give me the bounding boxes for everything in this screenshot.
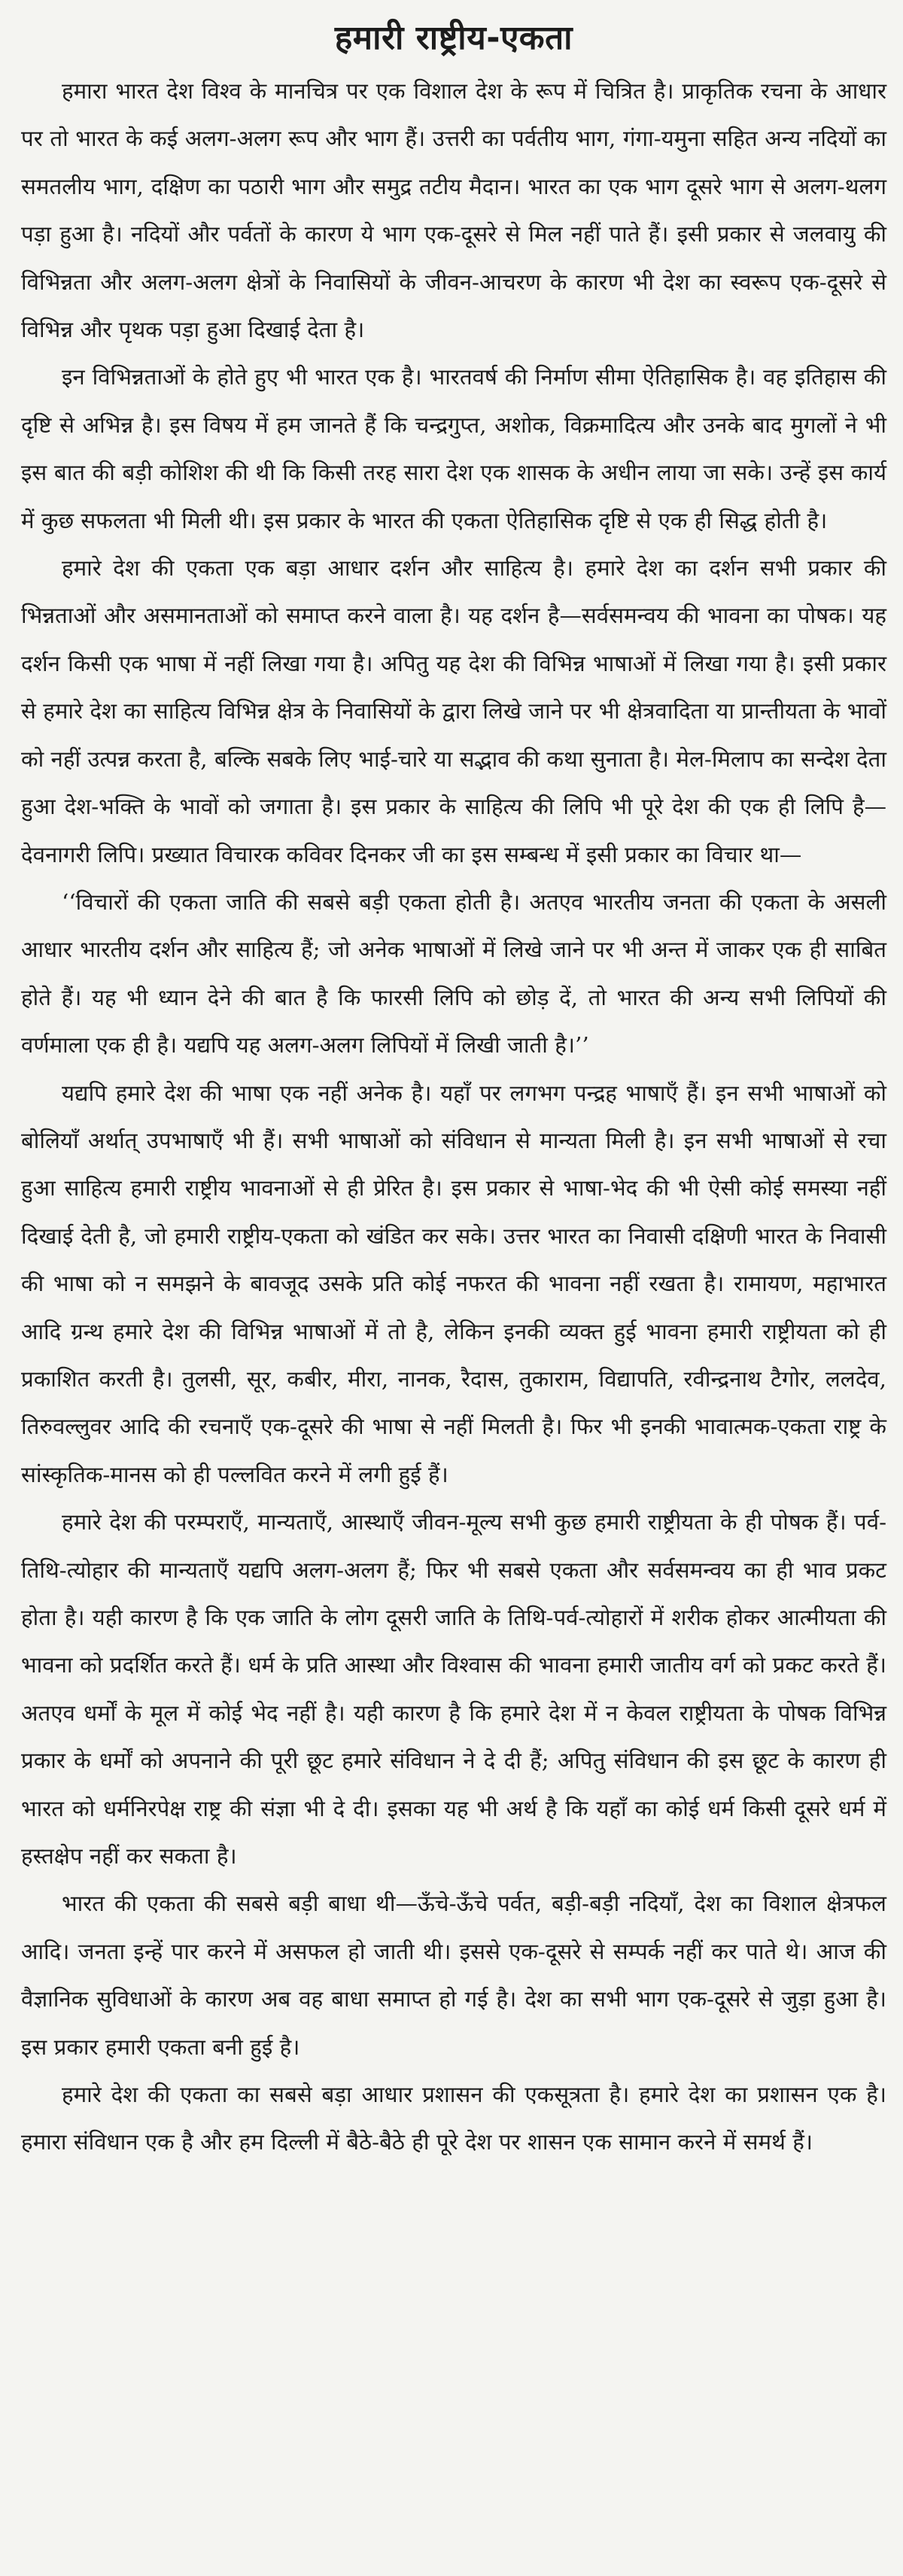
paragraph-dinkar-quote: ‘‘विचारों की एकता जाति की सबसे बड़ी एकता होती है। अतएव भारतीय जनता की एकता के असली आधार भारतीय दर्शन और साहित्य हैं; जो अनेक भाषाओं में लिखे जाने पर भी अन्त में जाकर एक ही साबित होते हैं। यह भी ध्यान देने की बात है कि फारसी लिपि को छोड़ दें, तो भारत की अन्य सभी लिपियों की वर्णमाला एक ही है। यद्यपि यह अलग-अलग लिपियों में लिखी जाती है।’’ [21,889,886,1059]
paragraph-administration: हमारे देश की एकता का सबसे बड़ा आधार प्रशासन की एकसूत्रता है। हमारे देश का प्रशासन एक है। हमारा संविधान एक है और हम दिल्ली में बैठे-बैठे ही पूरे देश पर शासन एक सामान करने में समर्थ हैं। [21,2082,886,2155]
paragraph-obstacles: भारत की एकता की सबसे बड़ी बाधा थी—ऊँचे-ऊँचे पर्वत, बड़ी-बड़ी नदियाँ, देश का विशाल क्षेत्रफल आदि। जनता इन्हें पार करने में असफल हो जाती थी। इससे एक-दूसरे से सम्पर्क नहीं कर पाते थे। आज की वैज्ञानिक सुविधाओं के कारण अब वह बाधा समाप्त हो गई है। देश का सभी भाग एक-दूसरे से जुड़ा हुआ है। इस प्रकार हमारी एकता बनी हुई है। [21,1891,886,2060]
page-title: हमारी राष्ट्रीय-एकता [334,19,573,57]
paragraph-philosophy-literature: हमारे देश की एकता एक बड़ा आधार दर्शन और साहित्य है। हमारे देश का दर्शन सभी प्रकार की भिन्नताओं और असमानताओं को समाप्त करने वाला है। यह दर्शन है—सर्वसमन्वय की भावना का पोषक। यह दर्शन किसी एक भाषा में नहीं लिखा गया है। अपितु यह देश की विभिन्न भाषाओं में लिखा गया है। इसी प्रकार से हमारे देश का साहित्य विभिन्न क्षेत्र के निवासियों के द्वारा लिखे जाने पर भी क्षेत्रवादिता या प्रान्तीयता के भावों को नहीं उत्पन्न करता है, बल्कि सबके लिए भाई-चारे या सद्भाव की कथा सुनाता है। मेल-मिलाप का सन्देश देता हुआ देश-भक्ति के भावों को जगाता है। इस प्रकार के साहित्य की लिपि भी पूरे देश की एक ही लिपि है—देवनागरी लिपि। प्रख्यात विचारक कविवर दिनकर जी का इस सम्बन्ध में इसी प्रकार का विचार था— [21,555,886,867]
paragraph-languages: यद्यपि हमारे देश की भाषा एक नहीं अनेक है। यहाँ पर लगभग पन्द्रह भाषाएँ हैं। इन सभी भाषाओं को बोलियाँ अर्थात् उपभाषाएँ भी हैं। सभी भाषाओं को संविधान से मान्यता मिली है। इन सभी भाषाओं से रचा हुआ साहित्य हमारी राष्ट्रीय भावनाओं से ही प्रेरित है। इस प्रकार से भाषा-भेद की भी ऐसी कोई समस्या नहीं दिखाई देती है, जो हमारी राष्ट्रीय-एकता को खंडित कर सके। उत्तर भारत का निवासी दक्षिणी भारत के निवासी की भाषा को न समझने के बावजूद उसके प्रति कोई नफरत की भावना नहीं रखता है। रामायण, महाभारत आदि ग्रन्थ हमारे देश की विभिन्न भाषाओं में तो है, लेकिन इनकी व्यक्त हुई भावना हमारी राष्ट्रीयता को ही प्रकाशित करती है। तुलसी, सूर, कबीर, मीरा, नानक, रैदास, तुकाराम, विद्यापति, रवीन्द्रनाथ टैगोर, ललदेव, तिरुवल्लुवर आदि की रचनाएँ एक-दूसरे की भाषा से नहीं मिलती है। फिर भी इनकी भावात्मक-एकता राष्ट्र के सांस्कृतिक-मानस को ही पल्लवित करने में लगी हुई हैं। [21,1080,886,1487]
paragraph-traditions-religion: हमारे देश की परम्पराएँ, मान्यताएँ, आस्थाएँ जीवन-मूल्य सभी कुछ हमारी राष्ट्रीयता के ही पोषक हैं। पर्व-तिथि-त्योहार की मान्यताएँ यद्यपि अलग-अलग हैं; फिर भी सबसे एकता और सर्वसमन्वय का ही भाव प्रकट होता है। यही कारण है कि एक जाति के लोग दूसरी जाति के तिथि-पर्व-त्योहारों में शरीक होकर आत्मीयता की भावना को प्रदर्शित करते हैं। धर्म के प्रति आस्था और विश्वास की भावना हमारी जातीय वर्ग को प्रकट करते हैं। अतएव धर्मों के मूल में कोई भेद नहीं है। यही कारण है कि हमारे देश में न केवल राष्ट्रीयता के पोषक विभिन्न प्रकार के धर्मों को अपनाने की पूरी छूट हमारे संविधान ने दे दी हैं; अपितु संविधान की इस छूट के कारण ही भारत को धर्मनिरपेक्ष राष्ट्र की संज्ञा भी दे दी। इसका यह भी अर्थ है कि यहाँ का कोई धर्म किसी दूसरे धर्म में हस्तक्षेप नहीं कर सकता है। [21,1509,886,1870]
paragraph-geography: हमारा भारत देश विश्व के मानचित्र पर एक विशाल देश के रूप में चित्रित है। प्राकृतिक रचना के आधार पर तो भारत के कई अलग-अलग रूप और भाग हैं। उत्तरी का पर्वतीय भाग, गंगा-यमुना सहित अन्य नदियों का समतलीय भाग, दक्षिण का पठारी भाग और समुद्र तटीय मैदान। भारत का एक भाग दूसरे भाग से अलग-थलग पड़ा हुआ है। नदियों और पर्वतों के कारण ये भाग एक-दूसरे से मिल नहीं पाते हैं। इसी प्रकार से जलवायु की विभिन्नता और अलग-अलग क्षेत्रों के निवासियों के जीवन-आचरण के कारण भी देश का स्वरूप एक-दूसरे से विभिन्न और पृथक पड़ा हुआ दिखाई देता है। [21,78,886,343]
paragraph-history: इन विभिन्नताओं के होते हुए भी भारत एक है। भारतवर्ष की निर्माण सीमा ऐतिहासिक है। वह इतिहास की दृष्टि से अभिन्न है। इस विषय में हम जानते हैं कि चन्द्रगुप्त, अशोक, विक्रमादित्य और उनके बाद मुगलों ने भी इस बात की बड़ी कोशिश की थी कि किसी तरह सारा देश एक शासक के अधीन लाया जा सके। उन्हें इस कार्य में कुछ सफलता भी मिली थी। इस प्रकार के भारत की एकता ऐतिहासिक दृष्टि से एक ही सिद्ध होती है। [21,364,886,533]
document-page [21,17,886,2559]
